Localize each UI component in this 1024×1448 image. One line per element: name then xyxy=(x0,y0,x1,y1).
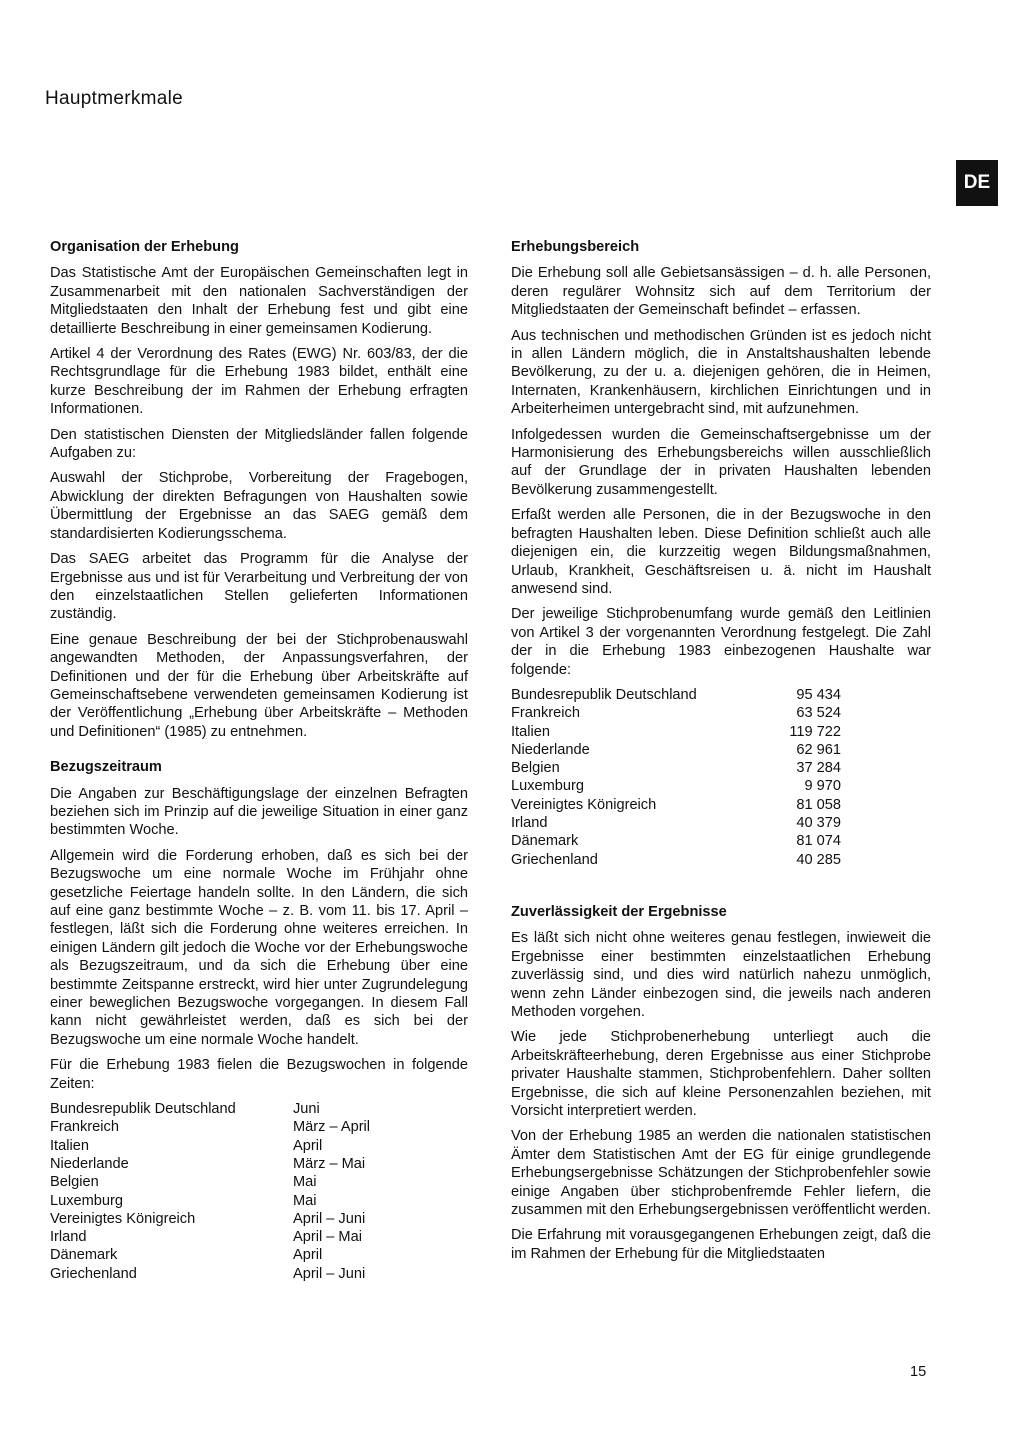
households-table xyxy=(511,686,841,869)
paragraph: Eine genaue Beschreibung der bei der Stichprobenauswahl angewandten Methoden, der Anpassungsverfahren, der Definitionen und der für die Erhebung über Arbeitskräfte auf Gemeinschaftsebene verwendeten gemeinsamen Kodierung ist der Veröffentlichung „Erhebung über Arbeitskräfte – Methoden und Definitionen“ (1985) zu entnehmen. xyxy=(50,631,468,740)
language-badge: DE xyxy=(956,160,998,206)
country-cell: Vereinigtes Königreich xyxy=(50,1210,196,1227)
period-cell: März – April xyxy=(293,1119,371,1136)
table-row xyxy=(511,723,841,741)
country-cell: Bundesrepublik Deutschland xyxy=(511,686,697,703)
table-row xyxy=(50,1210,370,1228)
table-row xyxy=(511,741,841,759)
country-cell: Vereinigtes Königreich xyxy=(511,796,657,813)
country-cell: Frankreich xyxy=(511,705,580,722)
count-cell: 62 961 xyxy=(796,741,841,758)
country-cell: Italien xyxy=(511,723,550,740)
country-cell: Belgien xyxy=(50,1174,99,1191)
period-cell: April – Juni xyxy=(293,1265,366,1282)
paragraph: Es läßt sich nicht ohne weiteres genau festlegen, inwieweit die Ergebnisse einer bestimmten einzelstaatlichen Erhebung zuverlässig sind, und dies wird natürlich nahezu unmöglich, wenn zehn Länder einbezogen sind, die jeweils nach anderen Methoden vorgehen. xyxy=(511,930,931,1020)
paragraph: Allgemein wird die Forderung erhoben, daß es sich bei der Bezugswoche um eine normale Woche im Frühjahr ohne gesetzliche Feiertage handeln sollte. In den Ländern, die sich auf eine ganz bestimmte Woche – z. B. vom 11. bis 17. April – festlegen, läßt sich die Forderung ohne weiteres erreichen. In einigen Ländern gilt jedoch die Woche vor der Erhebungswoche als Bezugszeitraum, und da sich die Erhebung über eine bestimmte Zeitspanne erstreckt, wird hier unter Zugrundelegung einer beweglichen Bezugswoche vorgegangen. In diesem Fall kann nicht gewährleistet werden, daß es sich bei der Bezugswoche um eine normale Woche handelt. xyxy=(50,847,468,1048)
country-cell: Dänemark xyxy=(50,1247,118,1264)
table-row xyxy=(50,1118,370,1136)
country-cell: Luxemburg xyxy=(511,778,585,795)
table-row xyxy=(511,832,841,850)
count-cell: 81 058 xyxy=(796,796,841,813)
paragraph: Von der Erhebung 1985 an werden die nationalen statistischen Ämter dem Statistischen Amt der EG für einige grundlegende Erhebungsergebnisse Schätzungen der Stichprobenfehler sowie einige Angaben über stichprobenfremde Fehler liefern, die zusammen mit den Erhebungsergebnissen veröffentlicht werden. xyxy=(511,1128,931,1218)
country-cell: Bundesrepublik Deutschland xyxy=(50,1101,236,1118)
table-row xyxy=(50,1265,370,1283)
count-cell: 81 074 xyxy=(796,833,841,850)
period-cell: Juni xyxy=(293,1101,320,1118)
period-cell: Mai xyxy=(293,1192,317,1209)
paragraph: Artikel 4 der Verordnung des Rates (EWG) Nr. 603/83, der die Rechtsgrundlage für die Erhebung 1983 bildet, enthält eine kurze Beschreibung der im Rahmen der Erhebung erfragten Informationen. xyxy=(50,346,468,418)
country-cell: Niederlande xyxy=(50,1155,129,1172)
paragraph: Die Erfahrung mit vorausgegangenen Erhebungen zeigt, daß die im Rahmen der Erhebung für die Mitgliedstaaten xyxy=(511,1227,931,1262)
period-cell: April – Juni xyxy=(293,1210,366,1227)
count-cell: 40 285 xyxy=(796,851,841,868)
period-cell: April – Mai xyxy=(293,1229,362,1246)
table-row xyxy=(511,777,841,795)
count-cell: 63 524 xyxy=(796,705,841,722)
table-row xyxy=(50,1137,370,1155)
table-row xyxy=(50,1173,370,1191)
country-cell: Frankreich xyxy=(50,1119,119,1136)
period-cell: März – Mai xyxy=(293,1155,366,1172)
country-cell: Griechenland xyxy=(511,851,598,868)
table-row xyxy=(511,759,841,777)
section-erhebungsbereich xyxy=(511,238,931,869)
paragraph: Der jeweilige Stichprobenumfang wurde gemäß den Leitlinien von Artikel 3 der vorgenannten Verordnung festgelegt. Die Zahl der in die Erhebung 1983 einbezogenen Haushalte war folgende: xyxy=(511,606,931,678)
table-row xyxy=(50,1100,370,1118)
table-row xyxy=(50,1192,370,1210)
section-organisation xyxy=(50,238,468,741)
paragraph: Erfaßt werden alle Personen, die in der Bezugswoche in den befragten Haushalten leben. Diese Definition schließt auch alle diejenigen ein, die kurzzeitig wegen Bildungsmaßnahmen, Urlaub, Krankheit, Geschäftsreisen u. ä. nicht im Haushalt anwesend sind. xyxy=(511,507,931,597)
page-number: 15 xyxy=(910,1364,927,1380)
paragraph: Wie jede Stichprobenerhebung unterliegt auch die Arbeitskräfteerhebung, deren Ergebnisse aus einer Stichprobe privater Haushalte stammen, Stichprobenfehlern. Daher sollten Ergebnisse, die sich auf kleine Personenzahlen beziehen, mit Vorsicht interpretiert werden. xyxy=(511,1029,931,1119)
paragraph: Den statistischen Diensten der Mitgliedsländer fallen folgende Aufgaben zu: xyxy=(50,426,468,462)
paragraph: Das SAEG arbeitet das Programm für die Analyse der Ergebnisse aus und ist für Verarbeitung und Verbreitung der von den einzelstaatlichen Stellen gelieferten Informationen zuständig. xyxy=(50,551,468,623)
period-cell: Mai xyxy=(293,1174,317,1191)
table-row xyxy=(511,704,841,722)
period-cell: April xyxy=(293,1247,323,1264)
left-column xyxy=(50,238,468,1283)
country-cell: Griechenland xyxy=(50,1265,137,1282)
reference-period-table xyxy=(50,1100,370,1283)
count-cell: 40 379 xyxy=(796,815,841,832)
table-row xyxy=(511,814,841,832)
table-row xyxy=(511,851,841,869)
paragraph: Die Angaben zur Beschäftigungslage der einzelnen Befragten beziehen sich im Prinzip auf die jeweilige Situation in einer ganz bestimmten Woche. xyxy=(50,785,468,839)
country-cell: Irland xyxy=(511,815,548,832)
section-heading: Organisation der Erhebung xyxy=(50,239,239,255)
paragraph: Die Erhebung soll alle Gebietsansässigen – d. h. alle Personen, deren regulärer Wohnsitz sich auf dem Territorium der Mitgliedstaaten der Gemeinschaft befindet – erfassen. xyxy=(511,265,931,319)
country-cell: Luxemburg xyxy=(50,1192,124,1209)
count-cell: 9 970 xyxy=(804,778,841,795)
paragraph: Das Statistische Amt der Europäischen Gemeinschaften legt in Zusammenarbeit mit den nationalen Sachverständigen der Mitgliedstaaten den Inhalt der Erhebung fest und gibt eine detaillierte Beschreibung in einer gemeinsamen Kodierung. xyxy=(50,265,468,337)
table-row xyxy=(50,1246,370,1264)
count-cell: 119 722 xyxy=(789,723,841,740)
count-cell: 37 284 xyxy=(796,760,841,777)
page-title: Hauptmerkmale xyxy=(45,88,184,109)
paragraph: Infolgedessen wurden die Gemeinschaftsergebnisse um der Harmonisierung des Erhebungsbereichs willen ausschließlich auf der Grundlage der in privaten Haushalten lebenden Bevölkerung zusammengestellt. xyxy=(511,426,931,498)
period-cell: April xyxy=(293,1137,323,1154)
table-row xyxy=(511,686,841,704)
section-heading: Bezugszeitraum xyxy=(50,759,162,776)
country-cell: Niederlande xyxy=(511,741,590,758)
country-cell: Belgien xyxy=(511,760,560,777)
country-cell: Irland xyxy=(50,1229,87,1246)
paragraph: Für die Erhebung 1983 fielen die Bezugswochen in folgende Zeiten: xyxy=(50,1057,468,1092)
right-column xyxy=(511,238,931,1270)
paragraph: Aus technischen und methodischen Gründen ist es jedoch nicht in allen Ländern möglich, die in Anstaltshaushalten lebende Bevölkerung, zu der u. a. diejenigen gehören, die in Heimen, Internaten, Krankenhäusern, kirchlichen Einrichtungen und in Arbeiterheimen untergebracht sind, mit aufzunehmen. xyxy=(511,327,931,418)
table-row xyxy=(50,1155,370,1173)
section-zuverlaessigkeit xyxy=(511,903,931,1263)
section-heading: Erhebungsbereich xyxy=(511,239,640,255)
paragraph: Auswahl der Stichprobe, Vorbereitung der Fragebogen, Abwicklung der direkten Befragungen von Haushalten sowie Übermittlung der Ergebnisse an das SAEG gemäß dem standardisierten Kodierungsschema. xyxy=(50,470,468,542)
table-row xyxy=(511,796,841,814)
country-cell: Dänemark xyxy=(511,833,579,850)
count-cell: 95 434 xyxy=(796,686,841,703)
table-row xyxy=(50,1228,370,1246)
section-bezugszeitraum xyxy=(50,758,468,1283)
section-heading: Zuverlässigkeit der Ergebnisse xyxy=(511,903,727,920)
country-cell: Italien xyxy=(50,1137,89,1154)
